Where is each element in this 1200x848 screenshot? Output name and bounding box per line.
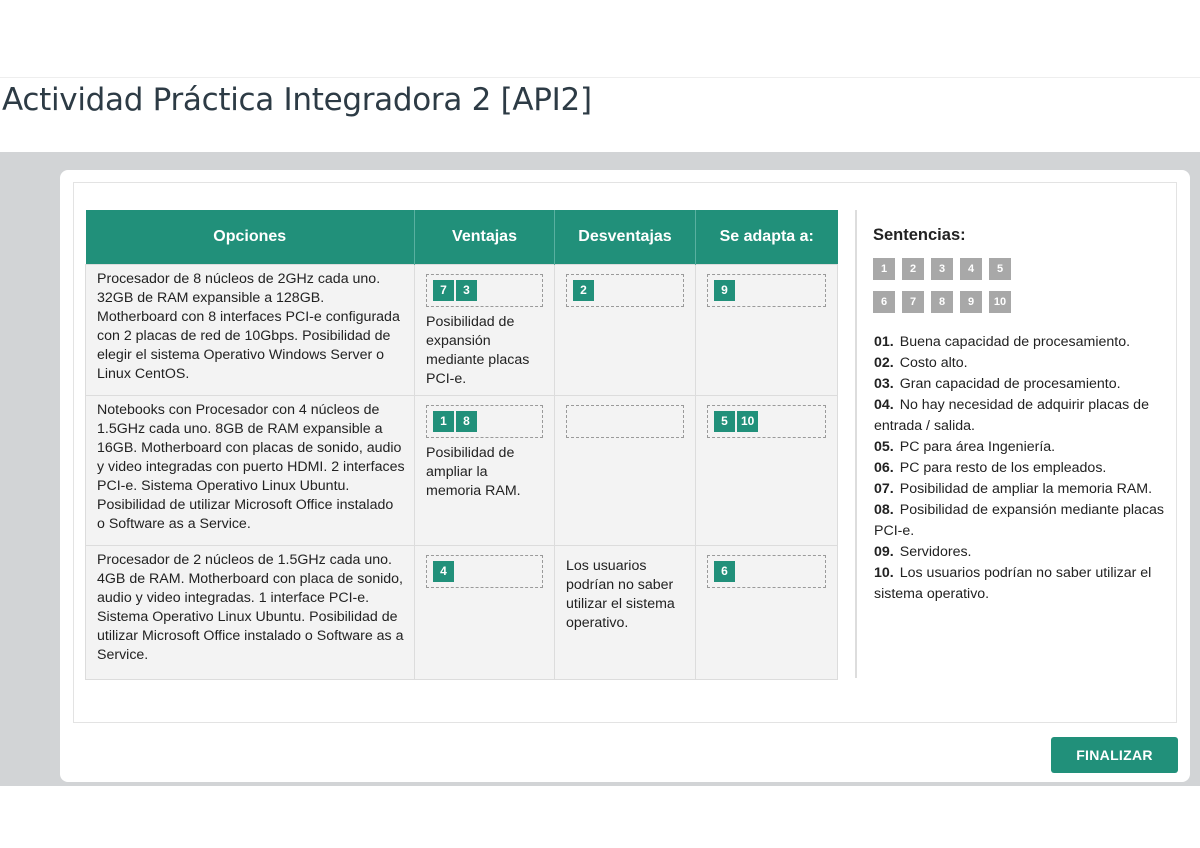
sentence-tile[interactable]: 9	[960, 291, 982, 313]
sentence-tile[interactable]: 6	[873, 291, 895, 313]
header-ventajas: Ventajas	[415, 210, 555, 265]
ventajas-cell	[415, 396, 555, 546]
answer-chip[interactable]: 10	[737, 411, 758, 432]
header-desventajas: Desventajas	[555, 210, 696, 265]
sentence-tile[interactable]: 4	[960, 258, 982, 280]
adapta-dropzone[interactable]	[707, 274, 826, 307]
option-description: Procesador de 8 núcleos de 2GHz cada uno. 32GB de RAM expansible a 128GB. Motherboard con 8 interfaces PCI-e configurada con 2 placas de red de 10Gbps. Posibilidad de elegir el sistema Operativo Windows Server o Linux CentOS.	[86, 265, 415, 396]
answer-chip[interactable]: 7	[433, 280, 454, 301]
ventajas-cell	[415, 546, 555, 680]
page-title: Actividad Práctica Integradora 2 [API2]	[2, 82, 592, 118]
table-row	[86, 396, 838, 546]
sentence-list	[874, 332, 1174, 605]
list-item: 04. No hay necesidad de adquirir placas de entrada / salida.	[874, 397, 1149, 434]
options-table	[85, 210, 838, 680]
answer-chip[interactable]: 6	[714, 561, 735, 582]
sentence-tile[interactable]: 3	[931, 258, 953, 280]
answer-chip[interactable]: 8	[456, 411, 477, 432]
ventajas-hint: Posibilidad de ampliar la memoria RAM.	[426, 445, 521, 499]
answer-chip[interactable]: 2	[573, 280, 594, 301]
sentence-tile[interactable]: 5	[989, 258, 1011, 280]
table-row	[86, 546, 838, 680]
list-item: 05. PC para área Ingeniería.	[874, 439, 1056, 455]
sentence-tile-bank	[873, 258, 1043, 324]
panel-divider	[855, 210, 857, 678]
adapta-cell	[696, 265, 838, 396]
adapta-dropzone[interactable]	[707, 555, 826, 588]
answer-chip[interactable]: 3	[456, 280, 477, 301]
adapta-cell	[696, 396, 838, 546]
ventajas-dropzone[interactable]	[426, 405, 543, 438]
option-description: Notebooks con Procesador con 4 núcleos de 1.5GHz cada uno. 8GB de RAM expansible a 16GB. Motherboard con placas de sonido, audio y video integradas con puerto HDMI. 2 interfaces PCI-e. Sistema Operativo Linux Ubuntu. Posibilidad de utilizar Microsoft Office instalado o Software as a Service.	[86, 396, 415, 546]
sentence-tile[interactable]: 10	[989, 291, 1011, 313]
adapta-cell	[696, 546, 838, 680]
desventajas-cell	[555, 546, 696, 680]
sentencias-title: Sentencias:	[873, 226, 966, 244]
desventajas-cell	[555, 265, 696, 396]
table-header-row	[86, 210, 838, 265]
answer-chip[interactable]: 1	[433, 411, 454, 432]
list-item: 10. Los usuarios podrían no saber utilizar el sistema operativo.	[874, 565, 1152, 602]
ventajas-cell	[415, 265, 555, 396]
list-item: 06. PC para resto de los empleados.	[874, 460, 1107, 476]
sentence-tile[interactable]: 8	[931, 291, 953, 313]
desventajas-hint: Los usuarios podrían no saber utilizar el sistema operativo.	[566, 558, 675, 631]
finalize-button[interactable]: FINALIZAR	[1051, 737, 1178, 773]
list-item: 01. Buena capacidad de procesamiento.	[874, 334, 1131, 350]
option-description: Procesador de 2 núcleos de 1.5GHz cada uno. 4GB de RAM. Motherboard con placa de sonido, audio y video integradas. 1 interface PCI-e. Sistema Operativo Linux Ubuntu. Posibilidad de utilizar Microsoft Office instalado o Software as a Service.	[86, 546, 415, 680]
header-se-adapta: Se adapta a:	[696, 210, 838, 265]
list-item: 08. Posibilidad de expansión mediante placas PCI-e.	[874, 502, 1164, 539]
sentence-tile[interactable]: 7	[902, 291, 924, 313]
answer-chip[interactable]: 9	[714, 280, 735, 301]
ventajas-dropzone[interactable]	[426, 274, 543, 307]
sentence-tile[interactable]: 2	[902, 258, 924, 280]
table-row	[86, 265, 838, 396]
list-item: 02. Costo alto.	[874, 355, 968, 371]
desventajas-dropzone[interactable]	[566, 274, 684, 307]
ventajas-dropzone[interactable]	[426, 555, 543, 588]
list-item: 09. Servidores.	[874, 544, 972, 560]
answer-chip[interactable]: 5	[714, 411, 735, 432]
header-opciones: Opciones	[86, 210, 415, 265]
list-item: 07. Posibilidad de ampliar la memoria RAM.	[874, 481, 1153, 497]
desventajas-cell	[555, 396, 696, 546]
ventajas-hint: Posibilidad de expansión mediante placas PCI-e.	[426, 314, 530, 387]
header-divider	[0, 77, 1200, 78]
desventajas-dropzone[interactable]	[566, 405, 684, 438]
adapta-dropzone[interactable]	[707, 405, 826, 438]
sentence-tile[interactable]: 1	[873, 258, 895, 280]
list-item: 03. Gran capacidad de procesamiento.	[874, 376, 1121, 392]
answer-chip[interactable]: 4	[433, 561, 454, 582]
